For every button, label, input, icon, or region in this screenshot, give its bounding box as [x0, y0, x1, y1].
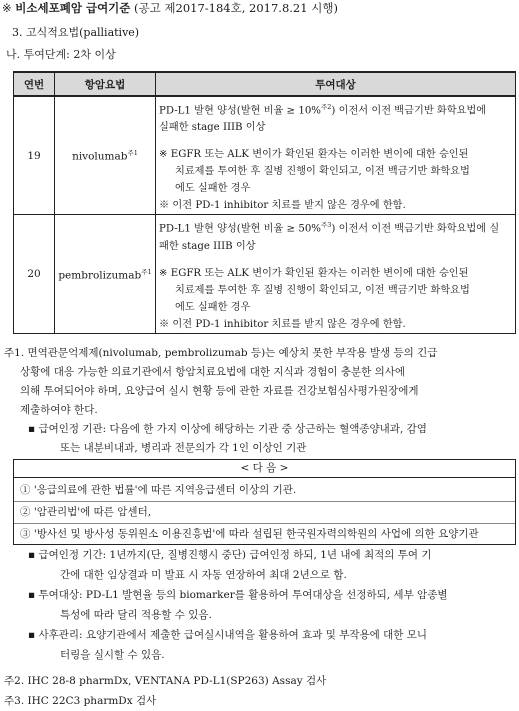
target-cell [156, 215, 516, 333]
bullet-line: 특성에 따라 달리 적용할 수 있음. [60, 609, 212, 621]
target-text: PD-L1 발현 양성(발현 비율 ≥ 50% [159, 223, 321, 235]
title-bold: 비소세포폐암 급여기준 [15, 1, 131, 15]
footnote: 주3. IHC 22C3 pharmDx 검사 [4, 695, 157, 707]
title-rest: (공고 제2017-184호, 2017.8.21 시행) [134, 1, 338, 15]
target-text-after: ) 이전서 이전 백금기반 화학요법에 [331, 105, 487, 117]
bullet-line: 터링을 실시할 수 있음. [60, 649, 165, 661]
bullet-line: ▪ 투여대상: PD-L1 발현율 등의 biomarker를 활용하여 투여대상을 선정하되, 세부 암종별 [28, 589, 448, 601]
box-item: ① '응급의료에 관한 법률'에 따른 지역응급센터 이상의 기관. [20, 484, 297, 496]
target-text: PD-L1 발현 양성(발현 비율 ≥ 10% [159, 105, 321, 117]
title-marker: ※ [2, 1, 12, 15]
drug-label: nivolumab [72, 150, 128, 163]
target-line [159, 99, 512, 119]
criteria-line: ▪ 급여인정 기관: 다음에 한 가지 이상에 해당하는 기관 중 상근하는 혈액종양내과, 감염 [28, 423, 427, 435]
note-1 [4, 344, 514, 458]
box-divider [14, 501, 515, 502]
note-line: 상황에 대응 가능한 의료기관에서 항암치료요법에 대한 지식과 경험이 충분한 의사에 [20, 366, 406, 378]
target-line: ※ EGFR 또는 ALK 변이가 확인된 환자는 이러한 변이에 대한 승인된 [159, 267, 469, 279]
target-text-after: ) 이전서 이전 백금기반 화학요법에 실 [331, 223, 500, 235]
box-divider [14, 523, 515, 524]
document-title [2, 0, 338, 16]
bullet-list [4, 545, 516, 711]
note-line: 의해 투여되어야 하며, 요양급여 실시 현황 등에 관한 자료를 건강보험심사평가원장에게 [20, 385, 419, 397]
box-heading: < 다 음 > [14, 460, 515, 478]
drug-name [55, 96, 156, 215]
target-footnote: 주3 [320, 221, 332, 230]
target-line: ※ 이전 PD-1 inhibitor 치료를 받지 않은 경우에 한함. [159, 200, 406, 212]
header-target: 투여대상 [156, 72, 516, 96]
target-line: ※ EGFR 또는 ALK 변이가 확인된 환자는 이러한 변이에 대한 승인된 [159, 149, 469, 161]
drug-name [55, 215, 156, 333]
subsection-heading: 나. 투여단계: 2차 이상 [6, 48, 116, 61]
criteria-line: 또는 내분비내과, 병리과 전문의가 각 1인 이상인 기관 [60, 442, 307, 454]
drug-label: pembrolizumab [58, 269, 142, 282]
row-number: 20 [14, 215, 55, 333]
drug-table [13, 71, 516, 334]
target-cell [156, 96, 516, 215]
note-line: 제출하여야 한다. [20, 404, 98, 416]
target-footnote: 주2 [320, 103, 332, 111]
institution-box [13, 459, 516, 545]
target-line: 패한 stage IIIB 이상 [159, 240, 256, 252]
target-line: 치료제를 투여한 후 질병 진행이 확인되고, 이전 백금기반 화학요법 [175, 166, 470, 178]
box-item: ③ '방사선 및 방사성 동위원소 이용진흥법'에 따라 설립된 한국원자력의학원의 사업에 의한 요양기관 [20, 528, 479, 540]
table-row [14, 215, 516, 333]
note-line: 주1. 면역관문억제제(nivolumab, pembrolizumab 등)는 예상치 못한 부작용 발생 등의 긴급 [4, 347, 438, 359]
box-item: ② '암관리법'에 따른 암센터, [20, 506, 152, 518]
target-line: 에도 실패한 경우 [175, 301, 251, 313]
target-line: 에도 실패한 경우 [175, 183, 251, 195]
bullet-line: 간에 대한 임상결과 미 발표 시 자동 연장하여 최대 2년으로 함. [60, 569, 347, 581]
target-line [159, 217, 512, 237]
target-line: 치료제를 투여한 후 질병 진행이 확인되고, 이전 백금기반 화학요법 [175, 284, 470, 296]
row-number: 19 [14, 96, 55, 215]
table-header-row [14, 72, 516, 96]
drug-footnote: 주1 [141, 267, 152, 276]
target-line: ※ 이전 PD-1 inhibitor 치료를 받지 않은 경우에 한함. [159, 318, 406, 330]
drug-footnote: 주1 [127, 149, 138, 158]
bullet-line: ▪ 사후관리: 요양기관에서 제출한 급여실시내역을 활용하여 효과 및 부작용에 대한 모니 [28, 629, 428, 641]
header-no: 연번 [14, 72, 55, 96]
target-line: 실패한 stage IIIB 이상 [159, 122, 266, 134]
header-regimen: 항암요법 [55, 72, 156, 96]
table-row [14, 96, 516, 215]
footnote: 주2. IHC 28-8 pharmDx, VENTANA PD-L1(SP263) Assay 검사 [4, 675, 327, 687]
bullet-line: ▪ 급여인정 기간: 1년까지(단, 질병진행시 중단) 급여인정 하되, 1년 내에 최적의 투여 기 [28, 549, 432, 561]
section-heading: 3. 고식적요법(palliative) [12, 26, 140, 39]
